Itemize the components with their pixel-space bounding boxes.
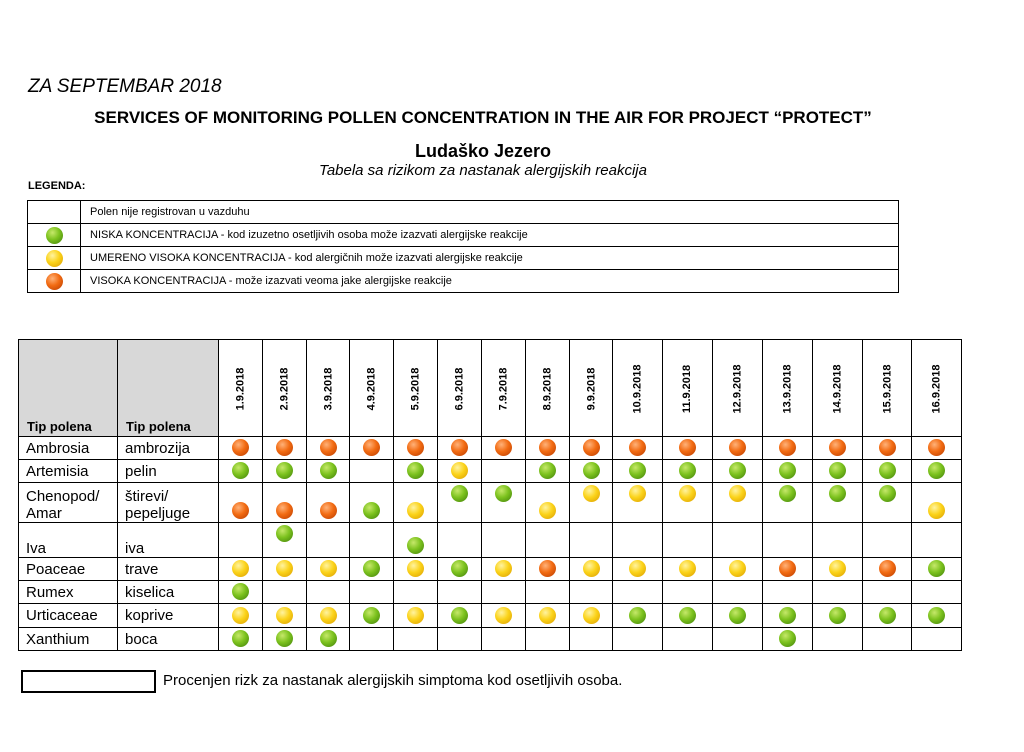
concentration-cell <box>306 628 350 651</box>
green-dot-icon <box>320 630 337 647</box>
green-dot-icon <box>276 525 293 542</box>
green-dot-icon <box>928 607 945 624</box>
pollen-latin-name: Ambrosia <box>19 437 118 460</box>
footer-note: Procenjen rizk za nastanak alergijskih simptoma kod osetljivih osoba. <box>163 672 623 689</box>
concentration-cell <box>438 558 482 581</box>
concentration-cell <box>262 437 306 460</box>
green-dot-icon <box>928 462 945 479</box>
pollen-latin-name: Poaceae <box>19 558 118 581</box>
orange-dot-icon <box>729 439 746 456</box>
green-dot-icon <box>679 462 696 479</box>
concentration-cell <box>613 628 663 651</box>
green-dot-icon <box>276 462 293 479</box>
concentration-cell <box>525 460 569 483</box>
yellow-dot-icon <box>829 560 846 577</box>
concentration-cell <box>219 437 263 460</box>
concentration-cell <box>762 483 812 523</box>
concentration-cell <box>262 460 306 483</box>
date-label: 8.9.2018 <box>541 367 554 411</box>
concentration-cell <box>306 604 350 628</box>
legend-text: Polen nije registrovan u vazduhu <box>81 201 899 224</box>
yellow-dot-icon <box>232 607 249 624</box>
concentration-cell <box>712 628 762 651</box>
concentration-cell <box>712 604 762 628</box>
concentration-cell <box>350 604 394 628</box>
concentration-cell <box>394 558 438 581</box>
concentration-cell <box>569 581 613 604</box>
pollen-latin-name: Xanthium <box>19 628 118 651</box>
concentration-cell <box>262 483 306 523</box>
concentration-cell <box>481 460 525 483</box>
concentration-cell <box>219 460 263 483</box>
concentration-cell <box>762 523 812 558</box>
legend-row <box>28 247 899 270</box>
date-header <box>663 340 712 437</box>
concentration-cell <box>438 581 482 604</box>
concentration-cell <box>912 604 962 628</box>
concentration-cell <box>663 581 712 604</box>
concentration-cell <box>663 523 712 558</box>
table-row <box>19 523 962 558</box>
legend-swatch-cell <box>28 247 81 270</box>
concentration-cell <box>569 523 613 558</box>
legend-swatch-cell <box>28 201 81 224</box>
date-header <box>812 340 862 437</box>
concentration-cell <box>663 460 712 483</box>
orange-dot-icon <box>583 439 600 456</box>
pollen-local-name: pelin <box>118 460 219 483</box>
pollen-local-name: koprive <box>118 604 219 628</box>
concentration-cell <box>712 558 762 581</box>
concentration-cell <box>350 581 394 604</box>
table-row <box>19 437 962 460</box>
concentration-cell <box>350 437 394 460</box>
yellow-dot-icon <box>276 560 293 577</box>
green-dot-icon <box>879 607 896 624</box>
concentration-cell <box>762 460 812 483</box>
concentration-cell <box>438 628 482 651</box>
orange-dot-icon <box>539 439 556 456</box>
concentration-cell <box>525 628 569 651</box>
table-row <box>19 628 962 651</box>
concentration-cell <box>812 604 862 628</box>
date-label: 2.9.2018 <box>278 367 291 411</box>
green-dot-icon <box>928 560 945 577</box>
green-dot-icon <box>407 537 424 554</box>
concentration-cell <box>862 558 912 581</box>
legend-row <box>28 224 899 247</box>
yellow-dot-icon <box>629 560 646 577</box>
orange-dot-icon <box>320 502 337 519</box>
concentration-cell <box>569 460 613 483</box>
orange-dot-icon <box>539 560 556 577</box>
concentration-cell <box>438 483 482 523</box>
pollen-local-name: ambrozija <box>118 437 219 460</box>
concentration-cell <box>219 523 263 558</box>
date-header <box>569 340 613 437</box>
date-header <box>712 340 762 437</box>
pollen-local-name: boca <box>118 628 219 651</box>
concentration-cell <box>569 437 613 460</box>
orange-dot-icon <box>276 502 293 519</box>
concentration-cell <box>569 604 613 628</box>
pollen-latin-name: Chenopod/ Amar <box>19 483 118 523</box>
green-dot-icon <box>629 462 646 479</box>
concentration-cell <box>262 558 306 581</box>
concentration-cell <box>569 628 613 651</box>
concentration-cell <box>712 460 762 483</box>
green-dot-icon <box>451 607 468 624</box>
table-row <box>19 483 962 523</box>
concentration-cell <box>306 437 350 460</box>
date-label: 6.9.2018 <box>453 367 466 411</box>
pollen-local-name: trave <box>118 558 219 581</box>
concentration-cell <box>812 558 862 581</box>
date-label: 15.9.2018 <box>881 364 894 414</box>
pollen-latin-name: Iva <box>19 523 118 558</box>
orange-dot-icon <box>232 502 249 519</box>
concentration-cell <box>762 437 812 460</box>
orange-dot-icon <box>879 560 896 577</box>
date-label: 4.9.2018 <box>365 367 378 411</box>
date-header <box>912 340 962 437</box>
date-label: 16.9.2018 <box>930 364 943 414</box>
date-label: 12.9.2018 <box>731 364 744 414</box>
report-subtitle: Tabela sa rizikom za nastanak alergijskih reakcija <box>319 162 647 179</box>
concentration-cell <box>394 437 438 460</box>
table-row <box>19 604 962 628</box>
concentration-cell <box>812 628 862 651</box>
yellow-dot-icon <box>583 607 600 624</box>
concentration-cell <box>306 460 350 483</box>
green-dot-icon <box>779 462 796 479</box>
concentration-cell <box>481 437 525 460</box>
concentration-cell <box>219 558 263 581</box>
concentration-cell <box>712 483 762 523</box>
yellow-dot-icon <box>539 607 556 624</box>
yellow-dot-icon <box>407 502 424 519</box>
green-dot-icon <box>451 560 468 577</box>
concentration-cell <box>613 483 663 523</box>
concentration-cell <box>762 558 812 581</box>
concentration-cell <box>350 628 394 651</box>
green-dot-icon <box>829 485 846 502</box>
yellow-dot-icon <box>928 502 945 519</box>
date-label: 11.9.2018 <box>681 364 694 414</box>
concentration-cell <box>525 523 569 558</box>
yellow-dot-icon <box>583 560 600 577</box>
concentration-cell <box>394 628 438 651</box>
concentration-cell <box>812 581 862 604</box>
concentration-cell <box>613 460 663 483</box>
green-dot-icon <box>495 485 512 502</box>
yellow-dot-icon <box>451 462 468 479</box>
concentration-cell <box>394 483 438 523</box>
concentration-cell <box>481 483 525 523</box>
concentration-cell <box>663 437 712 460</box>
orange-dot-icon <box>928 439 945 456</box>
concentration-cell <box>219 581 263 604</box>
concentration-cell <box>350 523 394 558</box>
date-label: 1.9.2018 <box>234 367 247 411</box>
concentration-cell <box>394 581 438 604</box>
concentration-cell <box>613 523 663 558</box>
concentration-cell <box>525 437 569 460</box>
green-dot-icon <box>829 607 846 624</box>
concentration-cell <box>481 523 525 558</box>
green-dot-icon <box>829 462 846 479</box>
green-dot-icon <box>232 583 249 600</box>
legend-swatch-cell <box>28 270 81 293</box>
legend-row <box>28 201 899 224</box>
concentration-cell <box>481 604 525 628</box>
orange-dot-icon <box>363 439 380 456</box>
pollen-local-name: iva <box>118 523 219 558</box>
green-dot-icon <box>363 502 380 519</box>
green-dot-icon <box>583 462 600 479</box>
concentration-cell <box>569 558 613 581</box>
concentration-cell <box>762 581 812 604</box>
yellow-dot-icon <box>629 485 646 502</box>
legend-title: LEGENDA: <box>28 180 86 192</box>
orange-dot-icon <box>407 439 424 456</box>
legend-swatch-cell <box>28 224 81 247</box>
date-header <box>762 340 812 437</box>
yellow-dot-icon <box>679 560 696 577</box>
concentration-cell <box>394 604 438 628</box>
concentration-cell <box>350 483 394 523</box>
concentration-cell <box>438 437 482 460</box>
date-header <box>262 340 306 437</box>
concentration-cell <box>481 581 525 604</box>
legend-text: UMERENO VISOKA KONCENTRACIJA - kod alergičnih može izazvati alergijske reakcije <box>81 247 899 270</box>
yellow-dot-icon <box>320 607 337 624</box>
orange-dot-icon <box>320 439 337 456</box>
pollen-latin-name: Urticaceae <box>19 604 118 628</box>
orange-dot-icon <box>679 439 696 456</box>
concentration-cell <box>712 581 762 604</box>
concentration-cell <box>862 483 912 523</box>
concentration-cell <box>438 523 482 558</box>
concentration-cell <box>394 460 438 483</box>
legend-row <box>28 270 899 293</box>
concentration-cell <box>262 628 306 651</box>
concentration-cell <box>663 628 712 651</box>
orange-dot-icon <box>829 439 846 456</box>
orange-dot-icon <box>629 439 646 456</box>
concentration-cell <box>262 581 306 604</box>
concentration-cell <box>525 581 569 604</box>
orange-dot-icon <box>495 439 512 456</box>
yellow-dot-icon <box>495 560 512 577</box>
concentration-cell <box>862 437 912 460</box>
concentration-cell <box>613 558 663 581</box>
orange-dot-icon <box>451 439 468 456</box>
concentration-cell <box>481 628 525 651</box>
yellow-dot-icon <box>407 560 424 577</box>
report-month: ZA SEPTEMBAR 2018 <box>28 76 222 97</box>
concentration-cell <box>762 604 812 628</box>
green-dot-icon <box>879 485 896 502</box>
green-dot-icon <box>232 462 249 479</box>
concentration-cell <box>350 558 394 581</box>
green-dot-icon <box>779 607 796 624</box>
date-label: 9.9.2018 <box>585 367 598 411</box>
concentration-cell <box>613 581 663 604</box>
yellow-dot-icon <box>495 607 512 624</box>
date-header <box>481 340 525 437</box>
yellow-dot-icon <box>232 560 249 577</box>
concentration-cell <box>862 581 912 604</box>
green-dot-icon <box>729 462 746 479</box>
concentration-cell <box>663 483 712 523</box>
green-dot-icon <box>879 462 896 479</box>
yellow-dot-icon <box>407 607 424 624</box>
concentration-cell <box>712 523 762 558</box>
legend-text: NISKA KONCENTRACIJA - kod izuzetno osetljivih osoba može izazvati alergijske reakcije <box>81 224 899 247</box>
orange-dot-icon <box>779 560 796 577</box>
column-header-local: Tip polena <box>118 340 219 437</box>
concentration-cell <box>812 460 862 483</box>
concentration-cell <box>262 523 306 558</box>
date-header <box>613 340 663 437</box>
report-title: SERVICES OF MONITORING POLLEN CONCENTRATION IN THE AIR FOR PROJECT “PROTECT” <box>94 108 872 127</box>
yellow-dot-icon <box>46 250 63 267</box>
date-label: 10.9.2018 <box>631 364 644 414</box>
concentration-cell <box>438 604 482 628</box>
date-label: 5.9.2018 <box>409 367 422 411</box>
orange-dot-icon <box>232 439 249 456</box>
green-dot-icon <box>451 485 468 502</box>
date-header <box>438 340 482 437</box>
column-header-latin: Tip polena <box>19 340 118 437</box>
concentration-cell <box>481 558 525 581</box>
green-dot-icon <box>679 607 696 624</box>
date-label: 7.9.2018 <box>497 367 510 411</box>
concentration-cell <box>525 483 569 523</box>
risk-box <box>21 670 156 693</box>
date-label: 3.9.2018 <box>322 367 335 411</box>
pollen-local-name: kiselica <box>118 581 219 604</box>
concentration-cell <box>219 628 263 651</box>
date-header <box>394 340 438 437</box>
concentration-cell <box>912 628 962 651</box>
concentration-cell <box>306 523 350 558</box>
pollen-latin-name: Artemisia <box>19 460 118 483</box>
concentration-cell <box>812 523 862 558</box>
concentration-cell <box>569 483 613 523</box>
yellow-dot-icon <box>539 502 556 519</box>
concentration-cell <box>912 460 962 483</box>
concentration-cell <box>912 523 962 558</box>
green-dot-icon <box>539 462 556 479</box>
concentration-cell <box>862 628 912 651</box>
concentration-cell <box>525 604 569 628</box>
concentration-cell <box>712 437 762 460</box>
green-dot-icon <box>729 607 746 624</box>
green-dot-icon <box>232 630 249 647</box>
legend-text: VISOKA KONCENTRACIJA - može izazvati veoma jake alergijske reakcije <box>81 270 899 293</box>
pollen-local-name: štirevi/ pepeljuge <box>118 483 219 523</box>
yellow-dot-icon <box>276 607 293 624</box>
green-dot-icon <box>46 227 63 244</box>
concentration-cell <box>613 604 663 628</box>
table-row <box>19 460 962 483</box>
location-title: Ludaško Jezero <box>414 141 552 161</box>
concentration-cell <box>912 558 962 581</box>
concentration-cell <box>438 460 482 483</box>
concentration-cell <box>219 604 263 628</box>
table-row <box>19 581 962 604</box>
concentration-cell <box>912 483 962 523</box>
concentration-cell <box>663 558 712 581</box>
concentration-cell <box>306 581 350 604</box>
pollen-latin-name: Rumex <box>19 581 118 604</box>
date-label: 13.9.2018 <box>781 364 794 414</box>
concentration-cell <box>525 558 569 581</box>
orange-dot-icon <box>276 439 293 456</box>
date-label: 14.9.2018 <box>831 364 844 414</box>
concentration-cell <box>812 483 862 523</box>
orange-dot-icon <box>46 273 63 290</box>
concentration-cell <box>812 437 862 460</box>
yellow-dot-icon <box>729 560 746 577</box>
green-dot-icon <box>363 560 380 577</box>
orange-dot-icon <box>879 439 896 456</box>
concentration-cell <box>912 581 962 604</box>
yellow-dot-icon <box>679 485 696 502</box>
date-header <box>862 340 912 437</box>
concentration-cell <box>862 604 912 628</box>
green-dot-icon <box>276 630 293 647</box>
concentration-cell <box>219 483 263 523</box>
yellow-dot-icon <box>729 485 746 502</box>
yellow-dot-icon <box>583 485 600 502</box>
date-header <box>350 340 394 437</box>
concentration-cell <box>912 437 962 460</box>
legend-table <box>27 200 899 293</box>
green-dot-icon <box>779 630 796 647</box>
concentration-cell <box>762 628 812 651</box>
green-dot-icon <box>629 607 646 624</box>
concentration-cell <box>394 523 438 558</box>
concentration-cell <box>613 437 663 460</box>
concentration-cell <box>862 523 912 558</box>
yellow-dot-icon <box>320 560 337 577</box>
date-header <box>219 340 263 437</box>
date-header <box>525 340 569 437</box>
table-row <box>19 558 962 581</box>
green-dot-icon <box>779 485 796 502</box>
concentration-cell <box>663 604 712 628</box>
green-dot-icon <box>363 607 380 624</box>
orange-dot-icon <box>779 439 796 456</box>
pollen-table <box>18 339 962 651</box>
concentration-cell <box>306 483 350 523</box>
concentration-cell <box>306 558 350 581</box>
date-header <box>306 340 350 437</box>
concentration-cell <box>862 460 912 483</box>
green-dot-icon <box>407 462 424 479</box>
concentration-cell <box>350 460 394 483</box>
concentration-cell <box>262 604 306 628</box>
green-dot-icon <box>320 462 337 479</box>
